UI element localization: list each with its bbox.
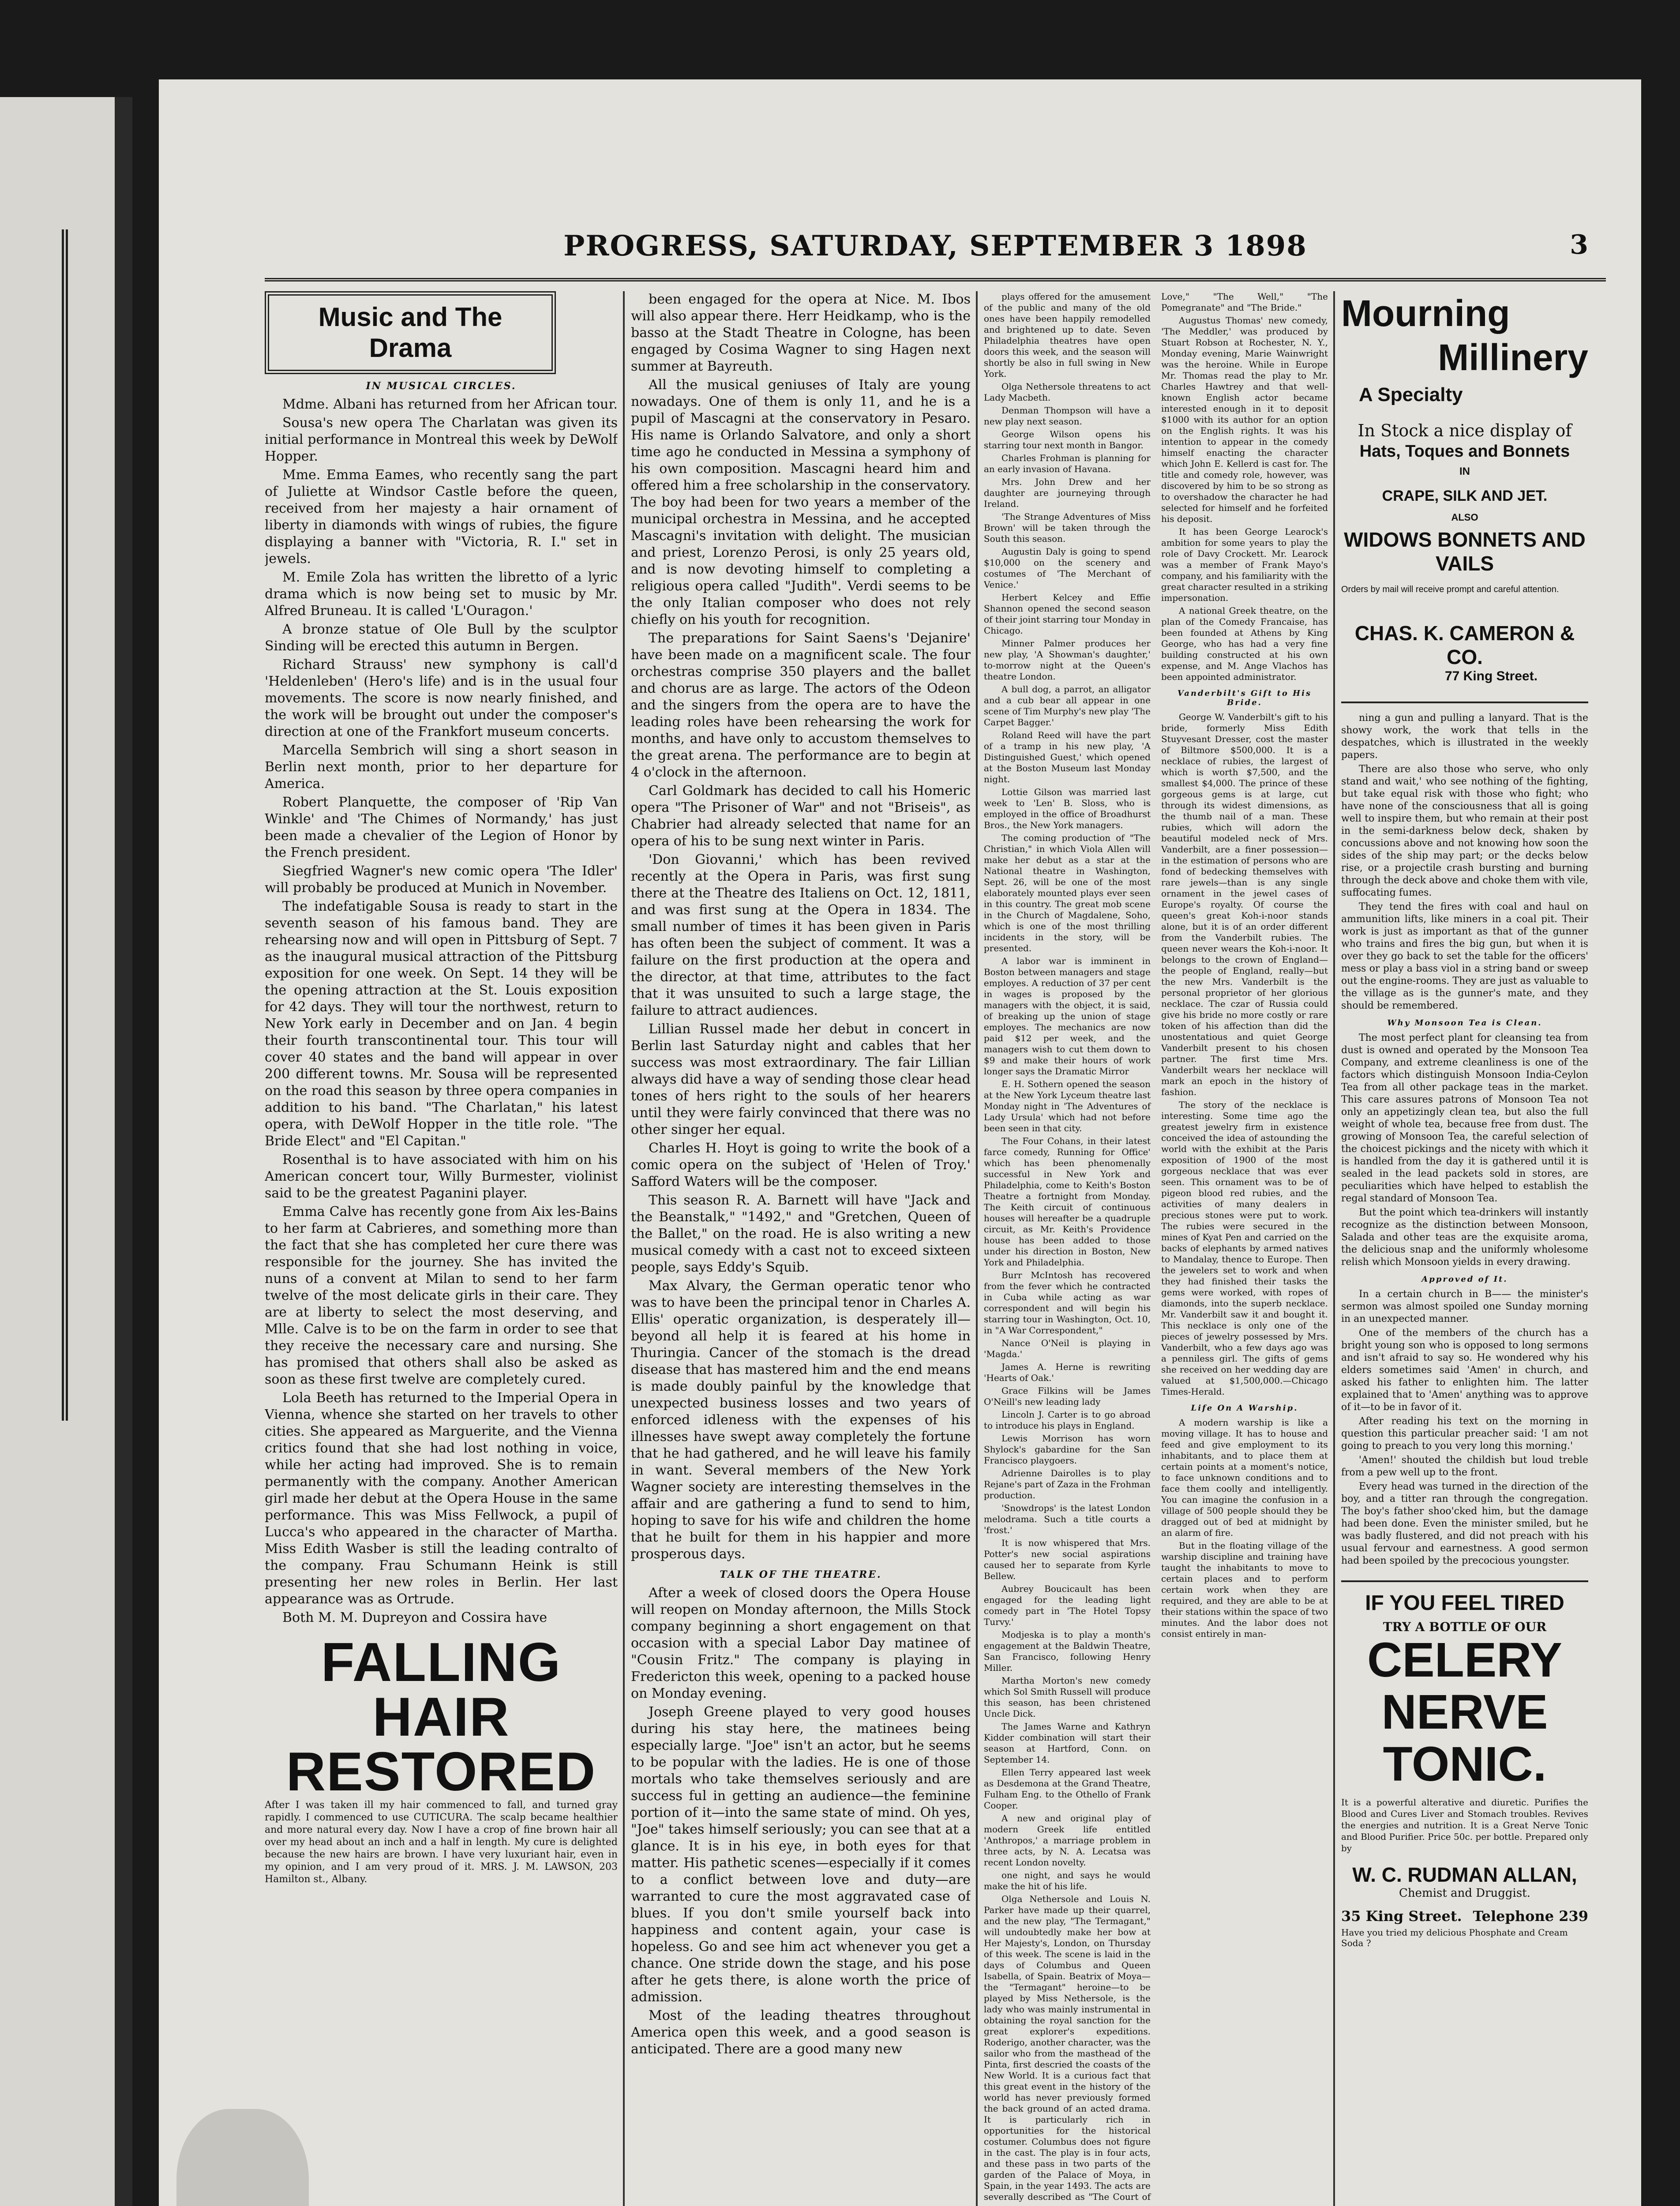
paragraph: Lewis Morrison has worn Shylock's gabardine for the San Francisco playgoers. [984,1433,1151,1466]
paragraph: Charles H. Hoyt is going to write the book of a comic opera on the subject of 'Helen of Troy.' Safford Waters will be the composer. [631,1141,971,1189]
paragraph: Olga Nethersole threatens to act Lady Macbeth. [984,381,1151,403]
paragraph: Olga Nethersole and Louis N. Parker have made up their quarrel, and the new play, "The Termagant," will undoubtedly make her bow at Her Majesty's, London, on Thursday of this week. The scene is laid in the days of Columbus and Queen Isabella, of Spain. Beatrix of Moya—the "Termagant" heroine—to be played by Miss Nethersole, is the lady who was mainly instrumental in obtaining the royal sanction for the great explorer's expeditions. Roderigo, another character, was the sailor who from the masthead of the Pinta, first descried the coasts of the New World. It is a curious fact that this great event in the history of the world has never previously formed the back ground of an acted drama. It is particularly rich in opportunities for the historical costumer. Columbus does not figure in the cast. The play is in four acts, and these pass in two parts of the garden of the Palace of Moya, in Spain, in the year 1493. The acts are severally described as "The Court of Love," "The Well," "The Pomegranate" and "The Bride." [984,291,1328,2202]
newspaper-page [159,79,1641,2206]
masthead [265,229,1606,281]
ad-title-line: Millinery [1438,337,1588,378]
column-1 [265,291,618,2206]
column-3-flow [984,291,1328,2206]
paragraph: Roland Reed will have the part of a tramp in his new play, 'A Distinguished Guest,' which opened at the Boston Museum last Monday night. [984,730,1151,784]
col1-articles [265,396,618,1626]
column-2 [631,291,971,2206]
ad-firm: W. C. RUDMAN ALLAN, [1352,1863,1577,1886]
paragraph: The preparations for Saint Saens's 'Dejanire' have been made on a magnificent scale. The four orchestras comprise 350 players and the ballet and chorus are as large. The actors of the Odeon and the singers from the opera are to have the leading roles have been rehearsing the work for months, and have only to accustom themselves to the great arena. The performance are to begin at 4 o'clock in the afternoon. [631,630,971,780]
paragraph: Both M. M. Dupreyon and Cossira have [282,1610,548,1625]
celery-tonic-ad [1341,1580,1588,1948]
paragraph: Mme. Emma Eames, who recently sang the part of Juliette at Windsor Castle before the queen, received from her majesty a hair ornament of liberty in diamonds with wings of rubies, the figure displaying a banner with "Victoria, R. I." set in jewels. [265,467,618,567]
paragraph: George Wilson opens his starring tour next month in Bangor. [984,429,1151,450]
subhead-life-on-warship: Life On A Warship. [1191,1403,1298,1413]
column-rule [976,291,978,2206]
paragraph: ning a gun and pulling a lanyard. That is the showy work, the work that tells in the despatches, which is illustrated in the weekly papers. [1341,713,1588,761]
masthead-title: PROGRESS, SATURDAY, SEPTEMBER 3 1898 [563,229,1307,263]
ad-note: Have you tried my delicious Phosphate and Cream Soda ? [1341,1927,1568,1948]
ad-in: IN [1459,465,1470,477]
paragraph: The story of the necklace is interesting. Some time ago the greatest jewelry firm in existence conceived the idea of astounding the world with the exhibit at the Paris exposition of 1900 of the most gorgeous necklace that was ever seen. This ornament was to be of pigeon blood red rubies, and the activities of many dealers in precious stones were put to work. The rubies were secured in the mines of Kyat Pen and carried on the backs of elephants by armed natives to Mandalay, thence to Europe. Then the jewelers set to work and when they had finished their tasks the gems were worked, with ropes of diamonds, into the superb necklace. Mr. Vanderbilt saw it and bought it. This necklace is only one of the pieces of jewelry possessed by Mrs. Vanderbilt, who a few days ago was a penniless girl. The gifts of gems she received on her wedding day are valued at $1,500,000.—Chicago Times-Herald. [1161,1099,1328,1397]
paragraph: A modern warship is like a moving village. It has to house and feed and give employment to its inhabitants, and to place them at certain points at a moment's notice, to face unknown conditions and to face them coolly and intelligently. You can imagine the confusion in a village of 500 people should they be dragged out of bed at midnight by an alarm of fire. [1161,1417,1328,1538]
ad-line: IF YOU FEEL TIRED [1365,1591,1564,1615]
paragraph: Adrienne Dairolles is to play Rejane's part of Zaza in the Frohman production. [984,1468,1151,1501]
paragraph: Joseph Greene played to very good houses during his stay here, the matinees being especially large. "Joe" isn't an actor, but he seems to be popular with the ladies. He is one of those mortals who take themselves seriously and are success ful in getting an audience—the feminine portion of it—into the same state of mind. Oh yes, "Joe" takes himself seriously; you can see that at a glance. It is in his eye, in both eyes for that matter. His pathetic scenes—especially if it comes to a conflict between love and duty—are warranted to cure the most aggravated case of blues. If you don't smile yourself back into happiness and content again, your case is hopeless. Go and see him act whenever you get a chance. One stride down the stage, and his pose after he gets there, is alone worth the price of admission. [631,1704,971,2005]
page-gutter [115,97,132,2206]
subhead-approved: Approved of It. [1421,1275,1508,1284]
paragraph: 'Don Giovanni,' which has been revived recently at the Opera in Paris, was first sung there at the Theatre des Italiens on Oct. 12, 1811, and was first sung at the Opera in 1834. The small number of times it has been given in Paris has often been the subject of comment. It was a failure on the first production at the opera and the director, at that time, attributes to the fact that it was unsuited to such a large stage, the failure to attract audiences. [631,852,971,1018]
paragraph: Augustus Thomas' new comedy, 'The Meddler,' was produced by Stuart Robson at Rochester, N. Y., Monday evening, Marie Wainwright was the heroine. While in Europe Mr. Thomas read the play to Mr. Charles Hawtrey and that well-known English actor became interested enough in it to deposit $1000 with its author for an option on the English rights. It was his intention to appear in the comedy himself enacting the character which John E. Kellerd is cast for. The title and comedy role, however, was discovered by him to be so strong as to overshadow the character he had selected for himself and he forfeited his deposit. [1161,315,1328,524]
paragraph: Mdme. Albani has returned from her African tour. [282,397,618,412]
falling-hair-line: FALLING [321,1632,562,1693]
paragraph: 'The Strange Adventures of Miss Brown' will be taken through the South this season. [984,511,1151,544]
paragraph: M. Emile Zola has written the libretto of a lyric drama which is now being set to music by Mr. Alfred Bruneau. It is called 'L'Ouragon.' [265,570,618,619]
paragraph: Modjeska is to play a month's engagement at the Baldwin Theatre, San Francisco, following Henry Miller. [984,1629,1151,1673]
subhead-vanderbilt-gift: Vanderbilt's Gift to His Bride. [1177,689,1312,707]
paragraph: 'Snowdrops' is the latest London melodrama. Such a title courts a 'frost.' [984,1503,1151,1535]
ad-contact [1341,1908,1588,1925]
paragraph: Emma Calve has recently gone from Aix les-Bains to her farm at Cabrieres, and something more than the fact that she has completed her cure there was responsible for the journey. She has invited the nuns of a convent at Milan to send to her farm twelve of the most delicate girls in their care. They are at liberty to select the most deserving, and Mlle. Calve is to be on the farm in order to see that they receive the necessary care and nursing. She has promised that others shall also be asked as soon as these first twelve are completely cured. [265,1204,618,1387]
paragraph: Burr McIntosh has recovered from the fever which he contracted in Cuba while acting as war correspondent and will begin his starring tour in Washington, Oct. 10, in "A War Correspondent," [984,1270,1151,1336]
ad-address: 35 King Street. [1341,1908,1462,1925]
paragraph: The Four Cohans, in their latest farce comedy, Running for Office' which has been phenomenally successful in New York and Philadelphia, come to Keith's Boston Theatre a fortnight from Monday. The Keith circuit of continuous houses will hereafter be a quadruple circuit, as Mr. Keith's Providence house has been added to those under his direction in Boston, New York and Philadelphia. [984,1136,1151,1268]
paragraph: It is now whispered that Mrs. Potter's new social aspirations caused her to separate from Kyrle Bellew. [984,1538,1151,1581]
paragraph: The most perfect plant for cleansing tea from dust is owned and operated by the Monsoon Tea Company, and extreme cleanliness is one of the factors which distinguish Monsoon India-Ceylon Tea from all other package teas in the market. This care assures patrons of Monsoon Tea not only an appetizingly clean tea, but also the full weight of whole tea, because free from dust. The growing of Monsoon Tea, the careful selection of the choicest pickings and the nicety with which it is handled from the day it is gathered until it is sealed in the lead packets sold in stores, are peculiarities which have helped to establish the regal standard of Monsoon Tea. [1341,1032,1588,1204]
paragraph: But the point which tea-drinkers will instantly recognize as the distinction between Monsoon, Salada and other teas are the exquisite aroma, the delicious snap and the uniformly wholesome relish which Monsoon yields in every drawing. [1341,1207,1588,1268]
adjacent-page-scrap [0,97,132,2206]
paragraph: The James Warne and Kathryn Kidder combination will start their season at Hartford, Conn. on September 14. [984,1721,1151,1765]
paragraph: After reading his text on the morning in question this particular preacher said: 'I am not going to preach to you very long this morning.' [1341,1416,1588,1452]
ad-specialty: A Specialty [1359,384,1463,405]
paragraph: Most of the leading theatres throughout America open this week, and a good season is anticipated. There are a good many new [631,2008,971,2057]
column-rule [623,291,625,2206]
ad-also: ALSO [1451,512,1478,523]
ad-role: Chemist and Druggist. [1399,1887,1530,1900]
ad-line: TONIC. [1383,1737,1547,1791]
paragraph: They tend the fires with coal and haul on ammunition lifts, like miners in a coal pit. Their work is just as important as that of the gunner who trains and fires the big gun, but when it is over they go back to set the table for the officers' mess or play a bass viol in a string band or sweep out the engine-rooms. They are just as valuable to the village as is the gunner's mate, and they should be remembered. [1341,901,1588,1011]
paragraph: Richard Strauss' new symphony is call'd 'Heldenleben' (Hero's life) and is in the usual four movements. The score is now nearly finished, and the work will be brought out under the composer's direction at one of the Frankfort museum concerts. [265,657,618,739]
paragraph: Ellen Terry appeared last week as Desdemona at the Grand Theatre, Fulham Eng. to the Othello of Frank Cooper. [984,1767,1151,1811]
ad-title-line: Mourning [1341,293,1510,334]
falling-hair-ad-heading [265,1632,618,1802]
paragraph: A labor war is imminent in Boston between managers and stage employes. A reduction of 37 per cent in wages is proposed by the managers with the object, it is said, of breaking up the union of stage employes. The mechanics are now paid $12 per week, and the managers wish to cut them down to $9 and make their hours of work longer says the Dramatic Mirror [984,956,1151,1077]
ad-line: NERVE [1381,1685,1548,1739]
paragraph: plays offered for the amusement of the public and many of the old ones have been happily remodelled and brightened up to date. Seven Philadelphia theatres have open doors this week, and the season will shortly be also in full swing in New York. [984,291,1151,379]
subhead-musical-circles: IN MUSICAL CIRCLES. [366,380,517,392]
paragraph: James A. Herne is rewriting 'Hearts of Oak.' [984,1362,1151,1383]
paragraph: Robert Planquette, the composer of 'Rip Van Winkle' and 'The Chimes of Normandy,' has just been made a chevalier of the Legion of Honor by the French president. [265,795,618,860]
paragraph: Carl Goldmark has decided to call his Homeric opera "The Prisoner of War" and not "Briseis", as Chabrier had already selected that name for an opera of his to be sung next winter in Paris. [631,783,971,849]
paragraph: Lottie Gilson was married last week to 'Len' B. Sloss, who is employed in the office of Broadhurst Bros., the New York managers. [984,787,1151,830]
paragraph: A national Greek theatre, on the plan of the Comedy Francaise, has been founded at Athens by King George, who has had a very fine building constructed at his own expense, and M. Ange Vlachos has been appointed administrator. [1161,605,1328,682]
paragraph: It has been George Learock's ambition for some years to play the role of Davy Crockett. Mr. Learock was a member of Frank Mayo's company, and his familiarity with the great character resulted in a striking impersonation. [1161,526,1328,603]
paragraph: Aubrey Boucicault has been engaged for the leading light comedy part in 'The Hotel Topsy Turvy.' [984,1583,1151,1627]
paragraph: Sousa's new opera The Charlatan was given its initial performance in Montreal this week by DeWolf Hopper. [265,415,618,464]
paragraph: A new and original play of modern Greek life entitled 'Anthropos,' a marriage problem in three acts, by N. A. Lecatsa was recent London novelty. [984,1813,1151,1868]
paragraph: This season R. A. Barnett will have "Jack and the Beanstalk," "1492," and "Gretchen, Queen of the Ballet," on the road. He is also writing a new musical comedy with a cast not to exceed sixteen people, says Eddy's Squib. [631,1193,971,1275]
paragraph: one night, and says he would make the hit of his life. [984,1870,1151,1891]
paragraph: Minner Palmer produces her new play, 'A Showman's daughter,' to-morrow night at the Queen's theatre London. [984,638,1151,682]
paragraph: Max Alvary, the German operatic tenor who was to have been the principal tenor in Charles A. Ellis' operatic organization, is desperately ill—beyond all help it is feared at his home in Thuringia. Cancer of the stomach is the dread disease that has mastered him and the end means is made doubly painful by the knowledge that unexpected business losses and two years of enforced idleness with the expenses of his illnesses have swept away completely the fortune that he had gathered, and he will leave his family in want. Several members of the New York Wagner society are interesting themselves in the affair and are gathering a fund to send to him, hoping to save for his wife and children the home that he built for them in his happier and more prosperous days. [631,1278,971,1562]
falling-hair-ad-body: After I was taken ill my hair commenced to fall, and turned gray rapidly. I commenced to use CUTICURA. The scalp became healthier and more natural every day. Now I have a crop of fine brown hair all over my head about an inch and a half in length. My cure is delighted because the new hairs are brown. I have very luxuriant hair, even in my opinion, and I am very proud of it. MRS. J. M. LAWSON, 203 Hamilton st., Albany. [265,1800,618,1885]
paragraph: One of the members of the church has a bright young son who is opposed to long sermons and isn't afraid to say so. He wondered why his elders sometimes said 'Amen' in church, and asked his father to enlighten him. The latter explained that to 'Amen' anything was to approve of it—to be in favor of it. [1341,1328,1588,1413]
column-rule [1333,291,1335,2206]
paragraph: Augustin Daly is going to spend $10,000 on the scenery and costumes of 'The Merchant of Venice.' [984,546,1151,590]
page-number: 3 [1570,229,1588,260]
paragraph: Herbert Kelcey and Effie Shannon opened the second season of their joint starring tour Monday in Chicago. [984,592,1151,636]
ad-orders: Orders by mail will receive prompt and careful attention. [1341,585,1559,594]
paragraph: been engaged for the opera at Nice. M. Ibos will also appear there. Herr Heidkamp, who is the basso at the Stadt Theatre in Cologne, has been engaged by Cosima Wagner to sing Hagen next summer at Bayreuth. [631,292,971,374]
divider [1341,702,1588,703]
ad-line: TRY A BOTTLE OF OUR [1383,1620,1547,1634]
paragraph: Lincoln J. Carter is to go abroad to introduce his plays in England. [984,1409,1151,1431]
paragraph: Grace Filkins will be James O'Neill's new leading lady [984,1385,1151,1407]
paragraph: Lillian Russel made her debut in concert in Berlin last Saturday night and cables that her success was most extraordinary. The fair Lillian always did have a way of sending those clear head tones of hers right to the souls of her hearers until they were fairly convinced that there was no other singer her equal. [631,1021,971,1137]
paragraph: Mrs. John Drew and her daughter are journeying through Ireland. [984,476,1151,509]
paragraph: Marcella Sembrich will sing a short season in Berlin next month, prior to her departure for America. [265,743,618,792]
ad-hats: Hats, Toques and Bonnets [1359,442,1570,461]
mourning-millinery-ad [1341,291,1588,684]
paragraph: Siegfried Wagner's new comic opera 'The Idler' will probably be produced at Munich in November. [265,863,618,896]
paragraph: All the musical geniuses of Italy are young nowadays. One of them is only 11, and he is a pupil of Mascagni at the conservatory in Pesaro. His name is Orlando Salvatore, and only a short time ago he conducted in Messina a symphony of his own composition. Mascagni heard him and offered him a free scholarship in the conservatory. The boy had been for two years a member of the municipal orchestra in Messina, and he accepted Mascagni's invitation with delight. The musician and priest, Lorenzo Perosi, is only 25 years old, and is now devoting himself to completing a religious opera called "Judith". Verdi seems to be the only Italian composer who does not rely chiefly on his youth for recognition. [631,377,971,627]
paragraph: Nance O'Neil is playing in 'Magda.' [984,1338,1151,1359]
column-3 [984,291,1328,2206]
paragraph: A bronze statue of Ole Bull by the sculptor Sinding will be erected this autumn in Bergen. [265,622,618,654]
falling-hair-line: RESTORED [286,1741,596,1802]
subhead-talk-of-theatre: TALK OF THE THEATRE. [720,1569,882,1580]
paragraph: E. H. Sothern opened the season at the New York Lyceum theatre last Monday night in 'The Adventures of Lady Ursula' which had not before been seen in that city. [984,1079,1151,1133]
paragraph: The indefatigable Sousa is ready to start in the seventh season of his famous band. They are rehearsing now and will open in Pittsburg of Sept. 7 as the inaugural musical attraction of the Pittsburg exposition for one week. On Sept. 14 they will be the opening attraction at the St. Louis exposition for 42 days. They will tour the northwest, return to New York early in December and on Jan. 4 begin their fourth transcontinental tour. This tour will cover 40 states and the band will appear in over 200 different towns. Mr. Sousa will be represented on the road this season by three opera companies in addition to his band. "The Charlatan," his latest opera, with DeWolf Hopper in the title role. "The Bride Elect" and "El Capitan." [265,899,618,1149]
paragraph: But in the floating village of the warship discipline and training have taught the inhabitants to move to certain places and to perform certain work when they are required, and they are able to be at their stations within the space of two minutes. And the labor does not consist entirely in man- [1161,1540,1328,1639]
paragraph: Martha Morton's new comedy which Sol Smith Russell will produce this season, has been christened Uncle Dick. [984,1675,1151,1719]
paragraph: There are also those who serve, who only stand and wait,' who see nothing of the fighting, but take equal risk with those who fight; who have none of the consciousness that all is going well to inspire them, but who remain at their post in the semi-darkness below deck, shaken by concussions above and not knowing how soon the sides of the ship may part; or the decks below rise, or a projectile crash bursting and burning through the deck above and choke them with vile, suffocating fumes. [1341,764,1588,898]
paragraph: A bull dog, a parrot, an alligator and a cub bear all appear in one scene of Tim Murphy's new play 'The Carpet Bagger.' [984,684,1151,728]
ad-body: It is a powerful alterative and diuretic. Purifies the Blood and Cures Liver and Stomach troubles. Revives the energies and nutrition. It is a Great Nerve Tonic and Blood Purifier. Price 50c. per bottle. Prepared only by [1341,1797,1588,1853]
scrap-ornament-border [9,229,68,1421]
paragraph: After a week of closed doors the Opera House will reopen on Monday afternoon, the Mills Stock company beginning a short engagement on that occasion with a special Labor Day matinee of "Cousin Fritz." The company is playing in Fredericton this week, opening to a packed house on Monday evening. [631,1585,971,1701]
ad-address: 77 King Street. [1444,669,1538,683]
paragraph: Lola Beeth has returned to the Imperial Opera in Vienna, whence she started on her travels to other cities. She appeared as Marguerite, and the Vienna critics found that she had lost nothing in voice, while her acting had improved. She is to remain permanently with the company. Another American girl made her debut at the Opera House in the same performance. This was Miss Fellwock, a pupil of Lucca's who appeared in the character of Martha. Miss Edith Wasber is still the leading contralto of the company. Frau Schumann Heink is still presenting her new roles in Berlin. Her last appearance was as Ortrude. [265,1390,618,1607]
paragraph: Charles Frohman is planning for an early invasion of Havana. [984,453,1151,474]
ad-crape: CRAPE, SILK AND JET. [1382,488,1548,504]
column-4 [1341,291,1588,2206]
ad-widows: WIDOWS BONNETS AND VAILS [1344,528,1586,575]
paragraph: In a certain church in B—— the minister's sermon was almost spoiled one Sunday morning in an unexpected manner. [1341,1289,1588,1324]
paragraph: George W. Vanderbilt's gift to his bride, formerly Miss Edith Stuyvesant Dresser, cost the master of Biltmore $500,000. It is a necklace of rubies, the largest of which is worth $7,500, and the smallest $4,000. The prince of these gorgeous gems is at large, cut through its widest dimensions, as the thumb nail of a man. These rubies, which will adorn the beautiful modeled neck of Mrs. Vanderbilt, are a finer possession—in the estimation of persons who are fond of bedecking themselves with rare jewels—than is any single ornament in the jewel cases of Europe's royalty. Of course the queen's great Koh-i-noor stands alone, but it is of an order different from the Vanderbilt rubies. The queen never wears the Koh-i-noor. It belongs to the crown of England—the people of England, really—but the new Mrs. Vanderbilt is the personal proprietor of her glorious necklace. The czar of Russia could give his bride no more costly or rare token of his affection than did the unostentatious and quiet George Vanderbilt present to his chosen partner. The first time Mrs. Vanderbilt wears her necklace will mark an epoch in the history of fashion. [1161,712,1328,1097]
paragraph: The coming production of "The Christian," in which Viola Allen will make her debut as a star at the National theatre in Washington, Sept. 26, will be one of the most elaborately mounted plays ever seen in this country. The great mob scene in the Church of Magdalene, Soho, which is one of the most thrilling incidents in the story, will be presented. [984,833,1151,953]
falling-hair-line: HAIR [372,1687,510,1748]
ad-stock: In Stock a nice display of [1358,421,1572,440]
section-heading-music-drama: Music and The Drama [265,291,556,374]
ad-firm: CHAS. K. CAMERON & CO. [1354,622,1575,668]
ad-line: CELERY [1367,1633,1563,1687]
ad-phone: Telephone 239 [1473,1908,1588,1925]
paragraph: Every head was turned in the direction of the boy, and a titter ran through the congregation. The boy's father shoo'cked him, but the damage had been done. Even the minister smiled, but he was badly flustered, and did not preach with his usual fervour and earnestness. A good sermon had been spoiled by the precocious youngster. [1341,1481,1588,1566]
subhead-monsoon-tea: Why Monsoon Tea is Clean. [1387,1018,1542,1028]
paragraph: 'Amen!' shouted the childish but loud treble from a pew well up to the front. [1341,1455,1588,1478]
paragraph: Denman Thompson will have a new play next season. [984,405,1151,427]
paragraph: Rosenthal is to have associated with him on his American concert tour, Willy Burmester, violinist said to be the greatest Paganini player. [265,1152,618,1201]
